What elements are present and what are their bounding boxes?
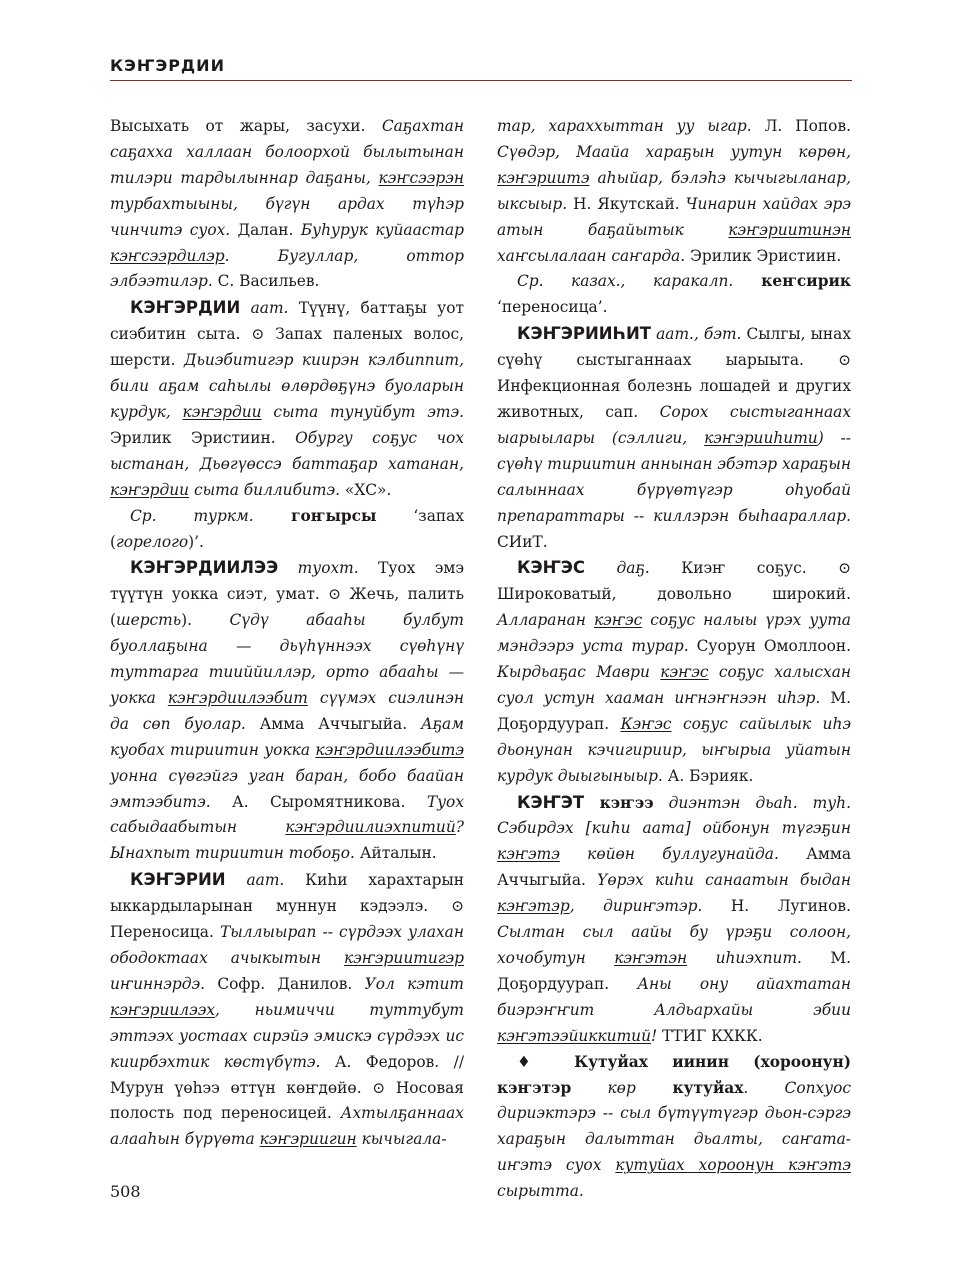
text-run: Саҕахтан саҕахха халлаан болоорхой былытынан тилэри тардылыннар даҕаны, bbox=[110, 117, 464, 187]
text-run: Киһи харахтарын ыккардыларынан муннун кэдээлэ. ⊙ Переносица. bbox=[110, 871, 464, 942]
text-run: «ХС». bbox=[340, 480, 392, 499]
entry-paragraph bbox=[497, 269, 851, 321]
text-run: кычыгала- bbox=[356, 1130, 447, 1149]
text-run: Высыхать от жары, засухи. bbox=[110, 117, 382, 135]
example-keyword: кэҥэрдиилээбитэ bbox=[315, 740, 464, 759]
entry-paragraph bbox=[110, 555, 464, 867]
text-run: Далан. bbox=[230, 220, 301, 239]
text-run: М. Доҕордуурап. bbox=[497, 688, 852, 733]
text-run: ТТИГ КХКК. bbox=[657, 1026, 763, 1045]
text-run: , дириҥэтэр. bbox=[569, 897, 703, 916]
example-keyword: кэҥэс bbox=[593, 611, 643, 630]
example-keyword: кэҥэтэ bbox=[497, 845, 560, 864]
text-run: тар, хараххыттан уу ыгар. bbox=[497, 117, 752, 135]
example-keyword: кэҥэрииһити bbox=[704, 428, 818, 447]
header-rule bbox=[110, 80, 852, 81]
text-run: иҥиннэрдэ. bbox=[110, 974, 206, 993]
text-run: Л. Попов. bbox=[751, 117, 852, 135]
text-run: С. Васильев. bbox=[212, 272, 320, 291]
left-column bbox=[110, 114, 464, 1153]
bold-term: кэҥээ bbox=[584, 793, 654, 812]
headword: КЭҤЭРДИИ bbox=[130, 298, 241, 318]
text-run: , ньимиччи туттубут эттээх уостаах сирэйэ эмискэ сүрдээх ис киирбэхтик көстүбүтэ. bbox=[110, 1000, 464, 1071]
page-number: 508 bbox=[110, 1182, 141, 1201]
text-run: аат. bbox=[225, 871, 285, 890]
text-run: Үөрэх киһи санаатын быдан bbox=[597, 871, 851, 890]
example-keyword: кэҥэрдии bbox=[182, 402, 262, 421]
example-keyword: кэҥэриилээх bbox=[110, 1000, 216, 1019]
text-run: Алларанан bbox=[497, 611, 594, 630]
text-run: ). bbox=[181, 611, 230, 630]
text-run: ) -- сүөһү тириитин аннынан эбэтэр хараҕын салыннаах бүрүөтүгэр оһуобай препараттары -- киллэрэн быһаараллар. bbox=[497, 428, 851, 525]
text-run: соҕус сайылык иһэ дьонунан кэчигириир, ыҥырыа уйатын курдук дыыгыныыр. bbox=[497, 714, 851, 785]
text-run: Дьиэбитигэр киирэн кэлбиппит, били аҕам саһылы өлөрдөҕүнэ буоларын курдук, bbox=[110, 351, 464, 421]
text-run: Эрилик Эристиин. bbox=[110, 428, 296, 447]
text-run: Туох эмэ түүтүн уокка сиэт, умат. ⊙ Жечь, палить ( bbox=[110, 559, 464, 630]
text-run: көр bbox=[571, 1078, 636, 1097]
headword: КЭҤЭРИИҺИТ bbox=[517, 324, 652, 344]
running-head: КЭҤЭРДИИ bbox=[110, 56, 225, 75]
example-keyword: кэҥэриитинэн bbox=[728, 220, 851, 239]
text-run: горелого bbox=[116, 532, 189, 551]
entry-paragraph bbox=[497, 321, 851, 555]
entry-paragraph bbox=[497, 790, 851, 1050]
bold-term: кутуйах bbox=[635, 1078, 744, 1097]
text-run: Сылтан сыл аайы бу үрэҕи солоон, хочобутун bbox=[497, 923, 851, 967]
text-run: Уол кэтит bbox=[364, 974, 464, 993]
example-keyword: кутуйах хороонун кэҥэтэ bbox=[615, 1156, 851, 1175]
example-keyword: кэҥэтэн bbox=[614, 949, 688, 967]
text-run: Сүөдэр, Маайа хараҕын уутун көрөн, bbox=[497, 142, 851, 161]
bold-term: гоҥырсы bbox=[253, 506, 377, 525]
text-run: хаҥсылалаан саҥарда. bbox=[497, 246, 686, 265]
text-run: . Бугуллар, оттор элбээтилэр. bbox=[110, 246, 464, 291]
text-run: Буһурук куйаастар bbox=[300, 220, 464, 239]
text-run: А. Федоров. // Мурун үөһээ өттүн көҥдөйө. ⊙ Носовая полость под переносицей. bbox=[110, 1052, 465, 1123]
text-run: аат. bbox=[240, 299, 289, 318]
text-run: Сопхуос дириэктэрэ -- сыл бүтүүтүгэр дьон-сэргэ хараҕын далыттан дьалты, саҥата-иҥэтэ суох bbox=[497, 1078, 851, 1175]
entry-paragraph bbox=[110, 295, 464, 503]
text-run: . bbox=[743, 1078, 785, 1097]
entry-paragraph bbox=[110, 114, 464, 295]
text-run: Ср. казах., каракалп. bbox=[517, 272, 734, 291]
text-run: шерсть bbox=[116, 611, 182, 630]
entry-paragraph bbox=[497, 114, 851, 269]
text-run: турбахтыыны, бүгүн ардах түһэр чинчитэ суох. bbox=[110, 194, 464, 239]
text-run: А. Бэрияк. bbox=[662, 766, 754, 785]
example-keyword: кэҥэриигин bbox=[259, 1130, 357, 1149]
text-run: көйөн буллугунайда. bbox=[559, 845, 779, 864]
entry-paragraph bbox=[497, 555, 851, 789]
text-run: даҕ. bbox=[585, 559, 650, 578]
text-run: сырытта. bbox=[497, 1182, 584, 1201]
bold-term: кеҥсирик bbox=[733, 272, 851, 291]
text-run: )’. bbox=[188, 532, 204, 551]
headword: КЭҤЭРИИ bbox=[130, 870, 226, 890]
example-keyword: кэҥэриитигэр bbox=[343, 949, 464, 967]
example-keyword: кэҥэтээйиккитий bbox=[497, 1026, 651, 1045]
text-run: Сылгы, ынах сүөһү сыстыганнаах ыарыыта. ⊙ Инфекционная болезнь лошадей и других животных, сап. bbox=[497, 325, 851, 421]
text-run: ‘запах ( bbox=[110, 506, 464, 551]
text-run: Түүнү, баттаҕы уот сиэбитин сыта. ⊙ Запах паленых волос, шерсти. bbox=[110, 299, 465, 370]
text-run: ‘переносица’. bbox=[497, 298, 608, 317]
text-run: Ср. туркм. bbox=[130, 506, 254, 525]
text-run: диэнтэн дьаһ. туһ. bbox=[653, 793, 851, 812]
text-run: Айталын. bbox=[354, 844, 437, 863]
entry-paragraph bbox=[497, 1050, 851, 1205]
text-run: Туох сабыдаабытын bbox=[110, 792, 464, 837]
text-run: ! bbox=[651, 1026, 658, 1045]
text-run: Суорун Омоллоон. bbox=[688, 637, 851, 656]
text-run: ? Ынахпыт тириитин тобоҕо. bbox=[110, 818, 464, 863]
text-run: Чинарин хайдах эрэ атын баҕайытык bbox=[497, 194, 851, 239]
example-keyword: кэҥэрдии bbox=[110, 480, 190, 499]
text-run: Тыллыырап -- сүрдээх улахан ободоктаах ачыкытын bbox=[110, 923, 464, 967]
text-run: Сэбирдэх [киһи аата] ойбонун түгэҕин bbox=[497, 819, 851, 838]
text-run: соҕус халысхан суол устун хааман иҥнэҥнээн иһэр. bbox=[497, 663, 852, 707]
text-run: иһиэхпит. bbox=[687, 949, 802, 967]
example-keyword: кэҥэс bbox=[660, 663, 709, 682]
example-keyword: кэҥэриитэ bbox=[497, 168, 590, 187]
example-keyword: кэҥэрдиилиэхпитий bbox=[285, 818, 456, 837]
text-run: Эрилик Эристиин. bbox=[685, 246, 842, 265]
text-run: туохт. bbox=[278, 559, 359, 578]
text-run: Н. Якутскай. bbox=[567, 194, 686, 213]
bold-term: ♦ Кутуйах иинин (хороонун) кэҥэтэр bbox=[497, 1052, 851, 1097]
text-run: сүүмэх сиэлинэн да сөп буолар. bbox=[110, 688, 464, 733]
text-run: аһыйар, бэлэһэ кычыгыланар, ыксыыр. bbox=[497, 168, 851, 213]
text-run: Софр. Данилов. bbox=[205, 974, 365, 993]
entry-paragraph bbox=[110, 504, 464, 556]
text-run: Обургу соҕус чох ыстанан, Дьөгүөссэ баттаҕар хатанан, bbox=[110, 428, 465, 473]
text-run: Амма Аччыгыйа. bbox=[497, 845, 851, 890]
text-run: Н. Лугинов. bbox=[702, 897, 851, 916]
text-run: сыта биллибитэ. bbox=[189, 480, 341, 499]
example-keyword: Кэҥэс bbox=[620, 714, 672, 733]
example-keyword: кэҥсээрэн bbox=[378, 168, 464, 187]
text-run: соҕус налыы үрэх уута мэндээрэ уста турар. bbox=[497, 611, 851, 656]
text-run: СИиТ. bbox=[497, 532, 548, 551]
example-keyword: кэҥэрдиилээбит bbox=[167, 688, 308, 707]
right-column bbox=[497, 114, 851, 1205]
headword: КЭҤЭТ bbox=[517, 792, 585, 812]
text-run: Аҕам куобах тириитин уокка bbox=[110, 714, 464, 759]
text-run: сыта тунуйбут этэ. bbox=[261, 402, 464, 421]
example-keyword: кэҥсээрдилэр bbox=[110, 246, 225, 265]
headword: КЭҤЭРДИИЛЭЭ bbox=[130, 558, 279, 578]
text-run: Амма Аччыгыйа. bbox=[245, 714, 421, 733]
text-run: аат., бэт. bbox=[651, 325, 742, 344]
text-run: Сүдү абааһы булбут буоллаҕына — дьүһүннээх сүөһүнү туттарга тииййиллэр, орто абааһы — уокка bbox=[110, 611, 464, 707]
text-run: Сорох сыстыганнаах ыарыылары (сэллиги, bbox=[497, 402, 851, 447]
text-run: Ахтылҕаннаах алааһын бүрүөта bbox=[110, 1104, 464, 1149]
text-run: М. Доҕордуурап. bbox=[497, 949, 851, 993]
example-keyword: кэҥэтэр bbox=[497, 897, 570, 916]
text-run: Кырдьаҕас Маври bbox=[497, 663, 661, 682]
headword: КЭҤЭС bbox=[517, 558, 586, 578]
text-run: А. Сыромятникова. bbox=[210, 792, 427, 811]
entry-paragraph bbox=[110, 867, 464, 1153]
text-run: Киэҥ соҕус. ⊙ Широковатый, довольно широкий. bbox=[497, 559, 851, 604]
text-run: Аны ону айахтатан биэрэҥҥит Алдьархайы эбии bbox=[497, 974, 851, 1019]
text-run: уонна сүөгэйгэ уган баран, бобо баайан эмтээбитэ. bbox=[110, 766, 464, 811]
